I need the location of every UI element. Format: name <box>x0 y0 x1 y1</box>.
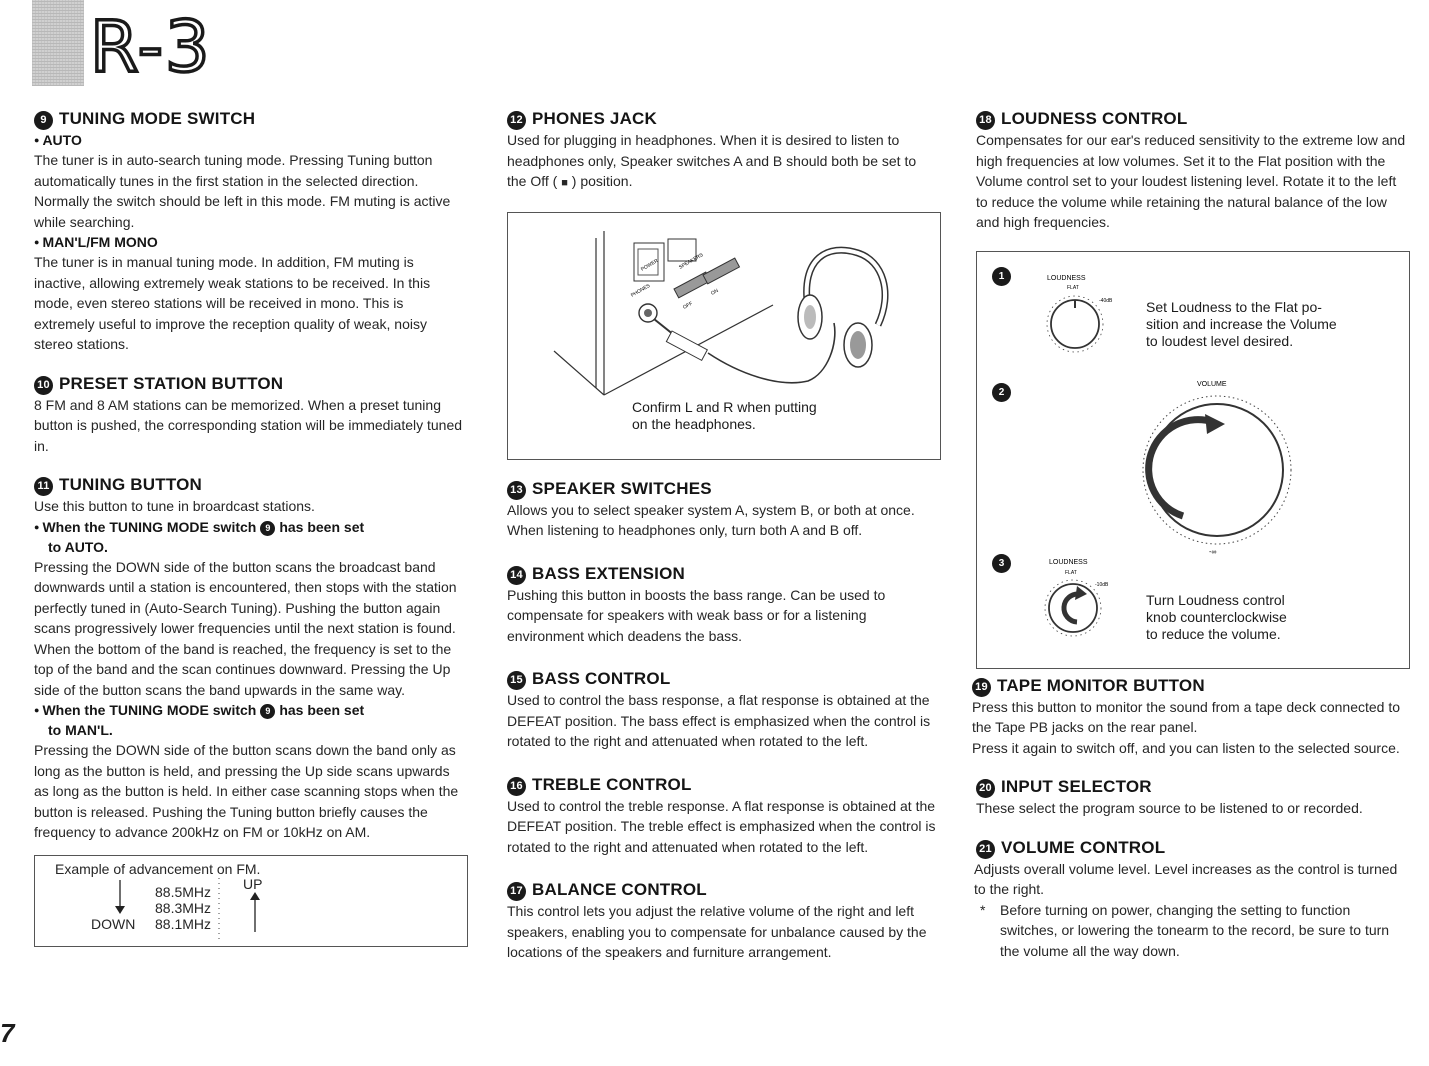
flat-knob1-label: FLAT <box>1067 284 1079 291</box>
note-asterisk: * <box>980 901 986 918</box>
model-name: R-3 <box>90 6 212 88</box>
section-number: 14 <box>507 566 526 585</box>
section-bass-extension-title: 14 BASS EXTENSION <box>507 563 939 585</box>
headphones-caption: Confirm L and R when putting on the headphones. <box>632 398 817 432</box>
speakers-label: SPEAKERS <box>678 251 705 271</box>
when-manl-text: Pressing the DOWN side of the button scans down the band only as long as the button is held, and pressing the Up side scans upwards as long as the button is held. In either case scanning stops when the button is released. Pushing the Tuning button briefly causes the frequency to advance 200kHz on FM or 10kHz on AM. <box>34 742 459 840</box>
section-number: 15 <box>507 671 526 690</box>
example-freq-2: 88.3MHz <box>155 899 212 916</box>
model-logo <box>32 0 242 92</box>
when-manl-label: ● When the TUNING MODE switch 9 has been set <box>34 702 365 718</box>
section-number: 12 <box>507 111 526 130</box>
section-tape-monitor-title: 19 TAPE MONITOR BUTTON <box>972 675 1408 697</box>
loudness-knob3-label: LOUDNESS <box>1049 558 1088 566</box>
off-label: OFF <box>682 300 694 311</box>
when-auto-text: Pressing the DOWN side of the button scans the broadcast band downwards until a station is encountered, then stops with the station perfectly tuned in (Auto-Search Tuning). Pushing the button again scans progressively lower frequencies until the next station is found. When the bottom of the band is reached, the frequency is set to the top of the band and the scan continues downward. Pressing the Up side of the button scans the band upwards in the same way. <box>34 558 457 698</box>
volume-control-note: * Before turning on power, changing the setting to function switches, or lowering the tonearm to the record, be sure to turn the volume all the way down. <box>980 901 1390 959</box>
when-manl-label-line2: to MAN'L. <box>48 722 113 738</box>
section-speaker-switches-title: 13 SPEAKER SWITCHES <box>507 478 939 500</box>
loudness-knob1-label: LOUDNESS <box>1047 274 1086 282</box>
db-knob3-label: -10dB <box>1095 581 1109 588</box>
section-number: 9 <box>34 111 53 130</box>
bass-extension-text: Pushing this button in boosts the bass range. Can be used to compensate for speakers with weak bass or for a listening environment which deadens the bass. <box>507 586 886 644</box>
phones-jack-text: Used for plugging in headphones. When it is desired to listen to headphones only, Speaker switches A and B should both be set to the Off ( ■ ) position. <box>507 132 917 189</box>
section-number: 16 <box>507 777 526 796</box>
tape-monitor-text-2: Press it again to switch off, and you can listen to the selected source. <box>972 739 1400 756</box>
loudness-volume-figure <box>976 251 1410 669</box>
tape-monitor-text: Press this button to monitor the sound from a tape deck connected to the Tape PB jacks on the rear panel. <box>972 698 1401 735</box>
section-input-selector-title: 20 INPUT SELECTOR <box>976 776 1408 798</box>
column-left <box>34 108 466 947</box>
example-down-label: DOWN <box>91 915 136 932</box>
step-3-marker: 3 <box>992 554 1011 573</box>
section-tuning-button-title: 11 TUNING BUTTON <box>34 474 466 496</box>
column-middle <box>507 108 939 963</box>
balance-control-text: This control lets you adjust the relative volume of the right and left speakers, enabling you to compensate for unbalance caused by the locations of the speakers and furniture arrangement. <box>507 903 927 960</box>
page-number: 7 <box>0 1018 15 1048</box>
example-arrows <box>35 856 467 946</box>
db-knob1-label: -40dB <box>1099 297 1113 304</box>
step-2-marker: 2 <box>992 383 1011 402</box>
section-treble-control-title: 16 TREBLE CONTROL <box>507 774 939 796</box>
step-1-marker: 1 <box>992 267 1011 286</box>
auto-text: The tuner is in auto-search tuning mode. Pressing Tuning button automatically tunes in the first station in the selected direction. Normally the switch should be left in this mode. FM muting is active while searching. <box>34 152 451 230</box>
section-volume-control-title: 21 VOLUME CONTROL <box>976 837 1408 859</box>
example-freq-1: 88.5MHz <box>155 883 212 900</box>
when-auto-label: ● When the TUNING MODE switch 9 has been set <box>34 518 365 535</box>
reference-number: 9 <box>260 704 275 719</box>
section-loudness-control-title: 18 LOUDNESS CONTROL <box>976 108 1408 130</box>
example-freq-3: 88.1MHz <box>155 915 212 932</box>
section-number: 10 <box>34 376 53 395</box>
loudness-control-text: Compensates for our ear's reduced sensitivity to the extreme low and high frequencies at low volumes. Set it to the Flat position with the Volume control set to your loudest listening level. Rotate it to the left to reduce the volume while retaining the natural balance of the low and high frequencies. <box>976 132 1406 230</box>
section-number: 19 <box>972 678 991 697</box>
preset-station-text: 8 FM and 8 AM stations can be memorized. When a preset tuning button is pushed, the corresponding station will be immediately tuned in. <box>34 396 463 454</box>
when-auto-label-line2: to AUTO. <box>48 538 108 555</box>
section-bass-control-title: 15 BASS CONTROL <box>507 668 939 690</box>
section-phones-jack-title: 12 PHONES JACK <box>507 108 939 130</box>
section-number: 18 <box>976 111 995 130</box>
speaker-switches-text: Allows you to select speaker system A, system B, or both at once. When listening to headphones only, turn both A and B off. <box>507 501 915 538</box>
inf-label: -∞ <box>1209 548 1217 556</box>
section-number: 17 <box>507 882 526 901</box>
logo-block-graphic <box>32 0 84 86</box>
phones-label: PHONES <box>630 282 652 299</box>
section-number: 13 <box>507 481 526 500</box>
section-number: 11 <box>34 477 53 496</box>
example-title: Example of advancement on FM. <box>55 860 261 877</box>
volume-label: VOLUME <box>1197 380 1227 388</box>
section-tuning-mode-switch-title: 9 TUNING MODE SWITCH <box>34 108 466 130</box>
tuning-button-intro: Use this button to tune in broardcast stations. <box>34 498 315 514</box>
section-balance-control-title: 17 BALANCE CONTROL <box>507 879 939 901</box>
flat-knob3-label: FLAT <box>1065 569 1077 576</box>
column-right <box>972 108 1408 961</box>
section-preset-station-title: 10 PRESET STATION BUTTON <box>34 373 466 395</box>
input-selector-text: These select the program source to be listened to or recorded. <box>976 800 1363 816</box>
treble-control-text: Used to control the treble response. A flat response is obtained at the DEFEAT position. The treble effect is emphasized when the control is rotated to the right and attenuated when rotated to the left. <box>507 797 936 855</box>
volume-control-text: Adjusts overall volume level. Level increases as the control is turned to the right. <box>974 860 1398 897</box>
step-1-text: Set Loudness to the Flat po- sition and increase the Volume to loudest level desired. <box>1146 298 1337 349</box>
section-number: 20 <box>976 779 995 798</box>
step-3-text: Turn Loudness control knob counterclockwise to reduce the volume. <box>1146 591 1287 642</box>
section-number: 21 <box>976 840 995 859</box>
headphones-figure <box>507 212 941 460</box>
power-label: POWER <box>640 257 660 273</box>
manl-text: The tuner is in manual tuning mode. In addition, FM muting is inactive, allowing extremely weak stations to be received. In this mode, even stereo stations will be received in mono. This is extremely useful to improve the reception quality of weak, noisy stereo stations. <box>34 254 431 352</box>
bass-control-text: Used to control the bass response, a flat response is obtained at the DEFEAT position. The bass effect is emphasized when the control is rotated to the right and attenuated when rotated to the left. <box>507 692 931 749</box>
off-symbol: ■ <box>561 177 568 189</box>
example-up-label: UP <box>243 875 263 892</box>
manl-label: ● MAN'L/FM MONO <box>34 234 158 250</box>
auto-label: ● AUTO <box>34 132 82 148</box>
fm-advancement-example-box <box>34 855 468 947</box>
reference-number: 9 <box>260 521 275 536</box>
on-label: ON <box>710 287 720 297</box>
